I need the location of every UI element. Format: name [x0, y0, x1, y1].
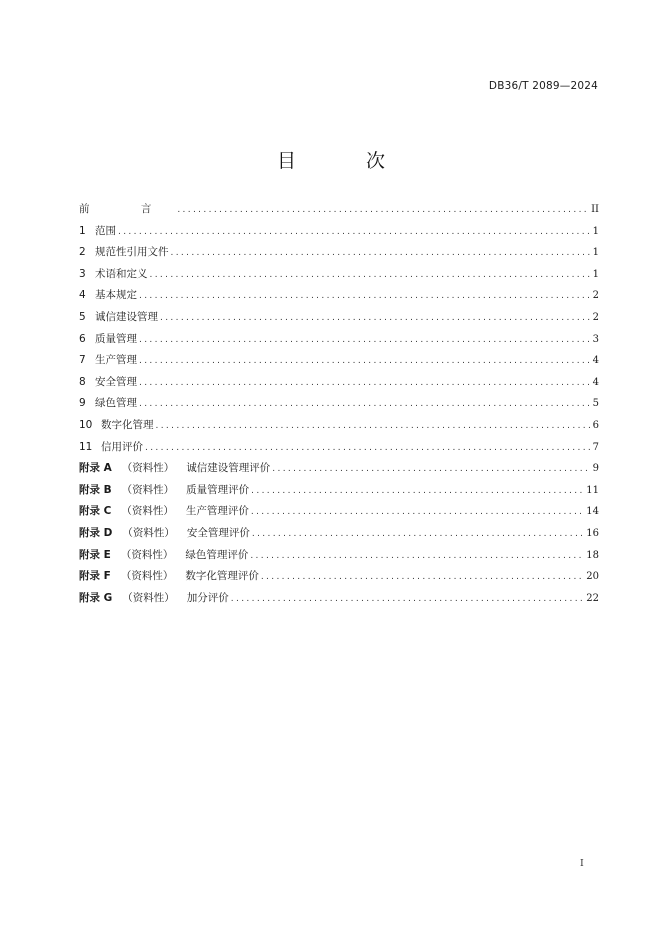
toc-leader: [139, 286, 591, 308]
toc-appendix-b[interactable]: [79, 480, 599, 502]
toc-leader: [139, 394, 591, 416]
appendix-label: 数字化管理评价: [185, 570, 259, 583]
toc-entry-4[interactable]: [79, 285, 599, 307]
toc-entry-label: 数字化管理: [101, 418, 154, 431]
toc-entry-8[interactable]: [79, 372, 599, 394]
appendix-kind: （资料性）: [122, 591, 175, 604]
toc-entry-number: 4: [79, 289, 86, 302]
toc-entry-page: II: [591, 204, 599, 215]
toc-leader: [156, 416, 591, 438]
toc-entry-label: 安全管理: [95, 375, 137, 388]
toc-entry-label: 质量管理: [95, 332, 137, 345]
toc-entry-label: 生产管理: [95, 354, 137, 367]
toc-entry-label: 诚信建设管理: [95, 310, 158, 323]
table-of-contents: [79, 199, 599, 609]
appendix-kind: （资料性）: [121, 483, 175, 496]
toc-leader: [150, 265, 591, 287]
toc-entry-foreword[interactable]: [79, 199, 599, 221]
toc-entry-page: 20: [586, 571, 599, 583]
appendix-id: 附录 A: [79, 462, 112, 475]
toc-entry-10[interactable]: [79, 415, 599, 437]
toc-appendix-g[interactable]: [79, 588, 599, 610]
toc-entry-label: 规范性引用文件: [95, 246, 169, 259]
toc-entry-page: 5: [592, 398, 599, 410]
toc-entry-3[interactable]: [79, 264, 599, 286]
toc-entry-page: 1: [592, 225, 599, 237]
toc-entry-11[interactable]: [79, 437, 599, 459]
toc-entry-page: 2: [592, 311, 599, 323]
toc-entry-number: 3: [79, 267, 86, 280]
appendix-id: 附录 D: [79, 526, 113, 539]
appendix-kind: （资料性）: [122, 526, 175, 539]
appendix-kind: （资料性）: [121, 462, 175, 475]
toc-appendix-a[interactable]: [79, 458, 599, 480]
toc-entry-page: 1: [592, 247, 599, 259]
toc-entry-number: 7: [79, 354, 86, 367]
toc-entry-label: 基本规定: [95, 289, 137, 302]
toc-leader: [250, 546, 584, 568]
toc-leader: [252, 524, 584, 546]
toc-entry-label: 范围: [95, 224, 116, 237]
toc-entry-number: 10: [79, 418, 93, 431]
toc-entry-number: 1: [79, 224, 86, 237]
toc-entry-label: 绿色管理: [95, 397, 137, 410]
toc-entry-6[interactable]: [79, 329, 599, 351]
toc-leader: [139, 330, 591, 352]
toc-entry-page: 2: [592, 290, 599, 302]
toc-entry-page: 9: [592, 463, 599, 475]
toc-leader: [251, 502, 584, 524]
appendix-label: 生产管理评价: [185, 505, 249, 518]
toc-entry-number: 2: [79, 246, 86, 259]
appendix-label: 质量管理评价: [186, 483, 250, 496]
appendix-label: 加分评价: [186, 591, 229, 604]
toc-entry-9[interactable]: [79, 393, 599, 415]
toc-entry-2[interactable]: [79, 242, 599, 264]
toc-entry-page: 18: [586, 549, 599, 561]
toc-leader: [139, 373, 591, 395]
appendix-id: 附录 C: [79, 505, 112, 518]
toc-leader: [145, 438, 591, 460]
toc-appendix-d[interactable]: [79, 523, 599, 545]
appendix-kind: （资料性）: [121, 505, 174, 518]
toc-entry-number: 6: [79, 332, 86, 345]
toc-leader: [118, 222, 591, 244]
toc-entry-page: 1: [592, 268, 599, 280]
toc-entry-page: 14: [586, 506, 599, 518]
appendix-label: 绿色管理评价: [185, 548, 249, 561]
appendix-id: 附录 G: [79, 591, 113, 604]
toc-entry-page: 7: [592, 441, 599, 453]
toc-entry-label: 信用评价: [101, 440, 143, 453]
toc-entry-page: 3: [592, 333, 599, 345]
page-number: I: [580, 858, 584, 869]
toc-leader: [272, 459, 590, 481]
toc-entry-label: 术语和定义: [95, 267, 148, 280]
toc-leader: [231, 589, 584, 611]
appendix-label: 诚信建设管理评价: [186, 462, 271, 475]
document-code: DB36/T 2089—2024: [488, 80, 598, 92]
toc-entry-page: 16: [586, 527, 599, 539]
toc-leader: [251, 481, 584, 503]
toc-entry-page: 11: [586, 484, 599, 496]
toc-entry-number: 11: [79, 440, 93, 453]
toc-leader: [177, 200, 589, 222]
appendix-kind: （资料性）: [120, 548, 174, 561]
toc-entry-1[interactable]: [79, 221, 599, 243]
toc-entry-number: 8: [79, 375, 86, 388]
appendix-id: 附录 F: [79, 570, 111, 583]
appendix-id: 附录 B: [79, 483, 112, 496]
toc-leader: [261, 567, 584, 589]
toc-leader: [160, 308, 591, 330]
toc-appendix-c[interactable]: [79, 501, 599, 523]
toc-entry-page: 6: [592, 419, 599, 431]
toc-appendix-f[interactable]: [79, 566, 599, 588]
toc-entry-label: 前 言: [79, 203, 176, 215]
appendix-kind: （资料性）: [120, 570, 174, 583]
toc-entry-5[interactable]: [79, 307, 599, 329]
toc-leader: [171, 243, 591, 265]
appendix-label: 安全管理评价: [186, 526, 250, 539]
appendix-id: 附录 E: [79, 548, 111, 561]
toc-entry-number: 9: [79, 397, 86, 410]
toc-appendix-e[interactable]: [79, 545, 599, 567]
toc-title: 目 次: [276, 150, 418, 172]
toc-entry-page: 4: [592, 376, 599, 388]
toc-leader: [139, 351, 591, 373]
toc-entry-7[interactable]: [79, 350, 599, 372]
toc-entry-page: 4: [592, 355, 599, 367]
toc-entry-page: 22: [586, 592, 599, 604]
toc-entry-number: 5: [79, 310, 86, 323]
